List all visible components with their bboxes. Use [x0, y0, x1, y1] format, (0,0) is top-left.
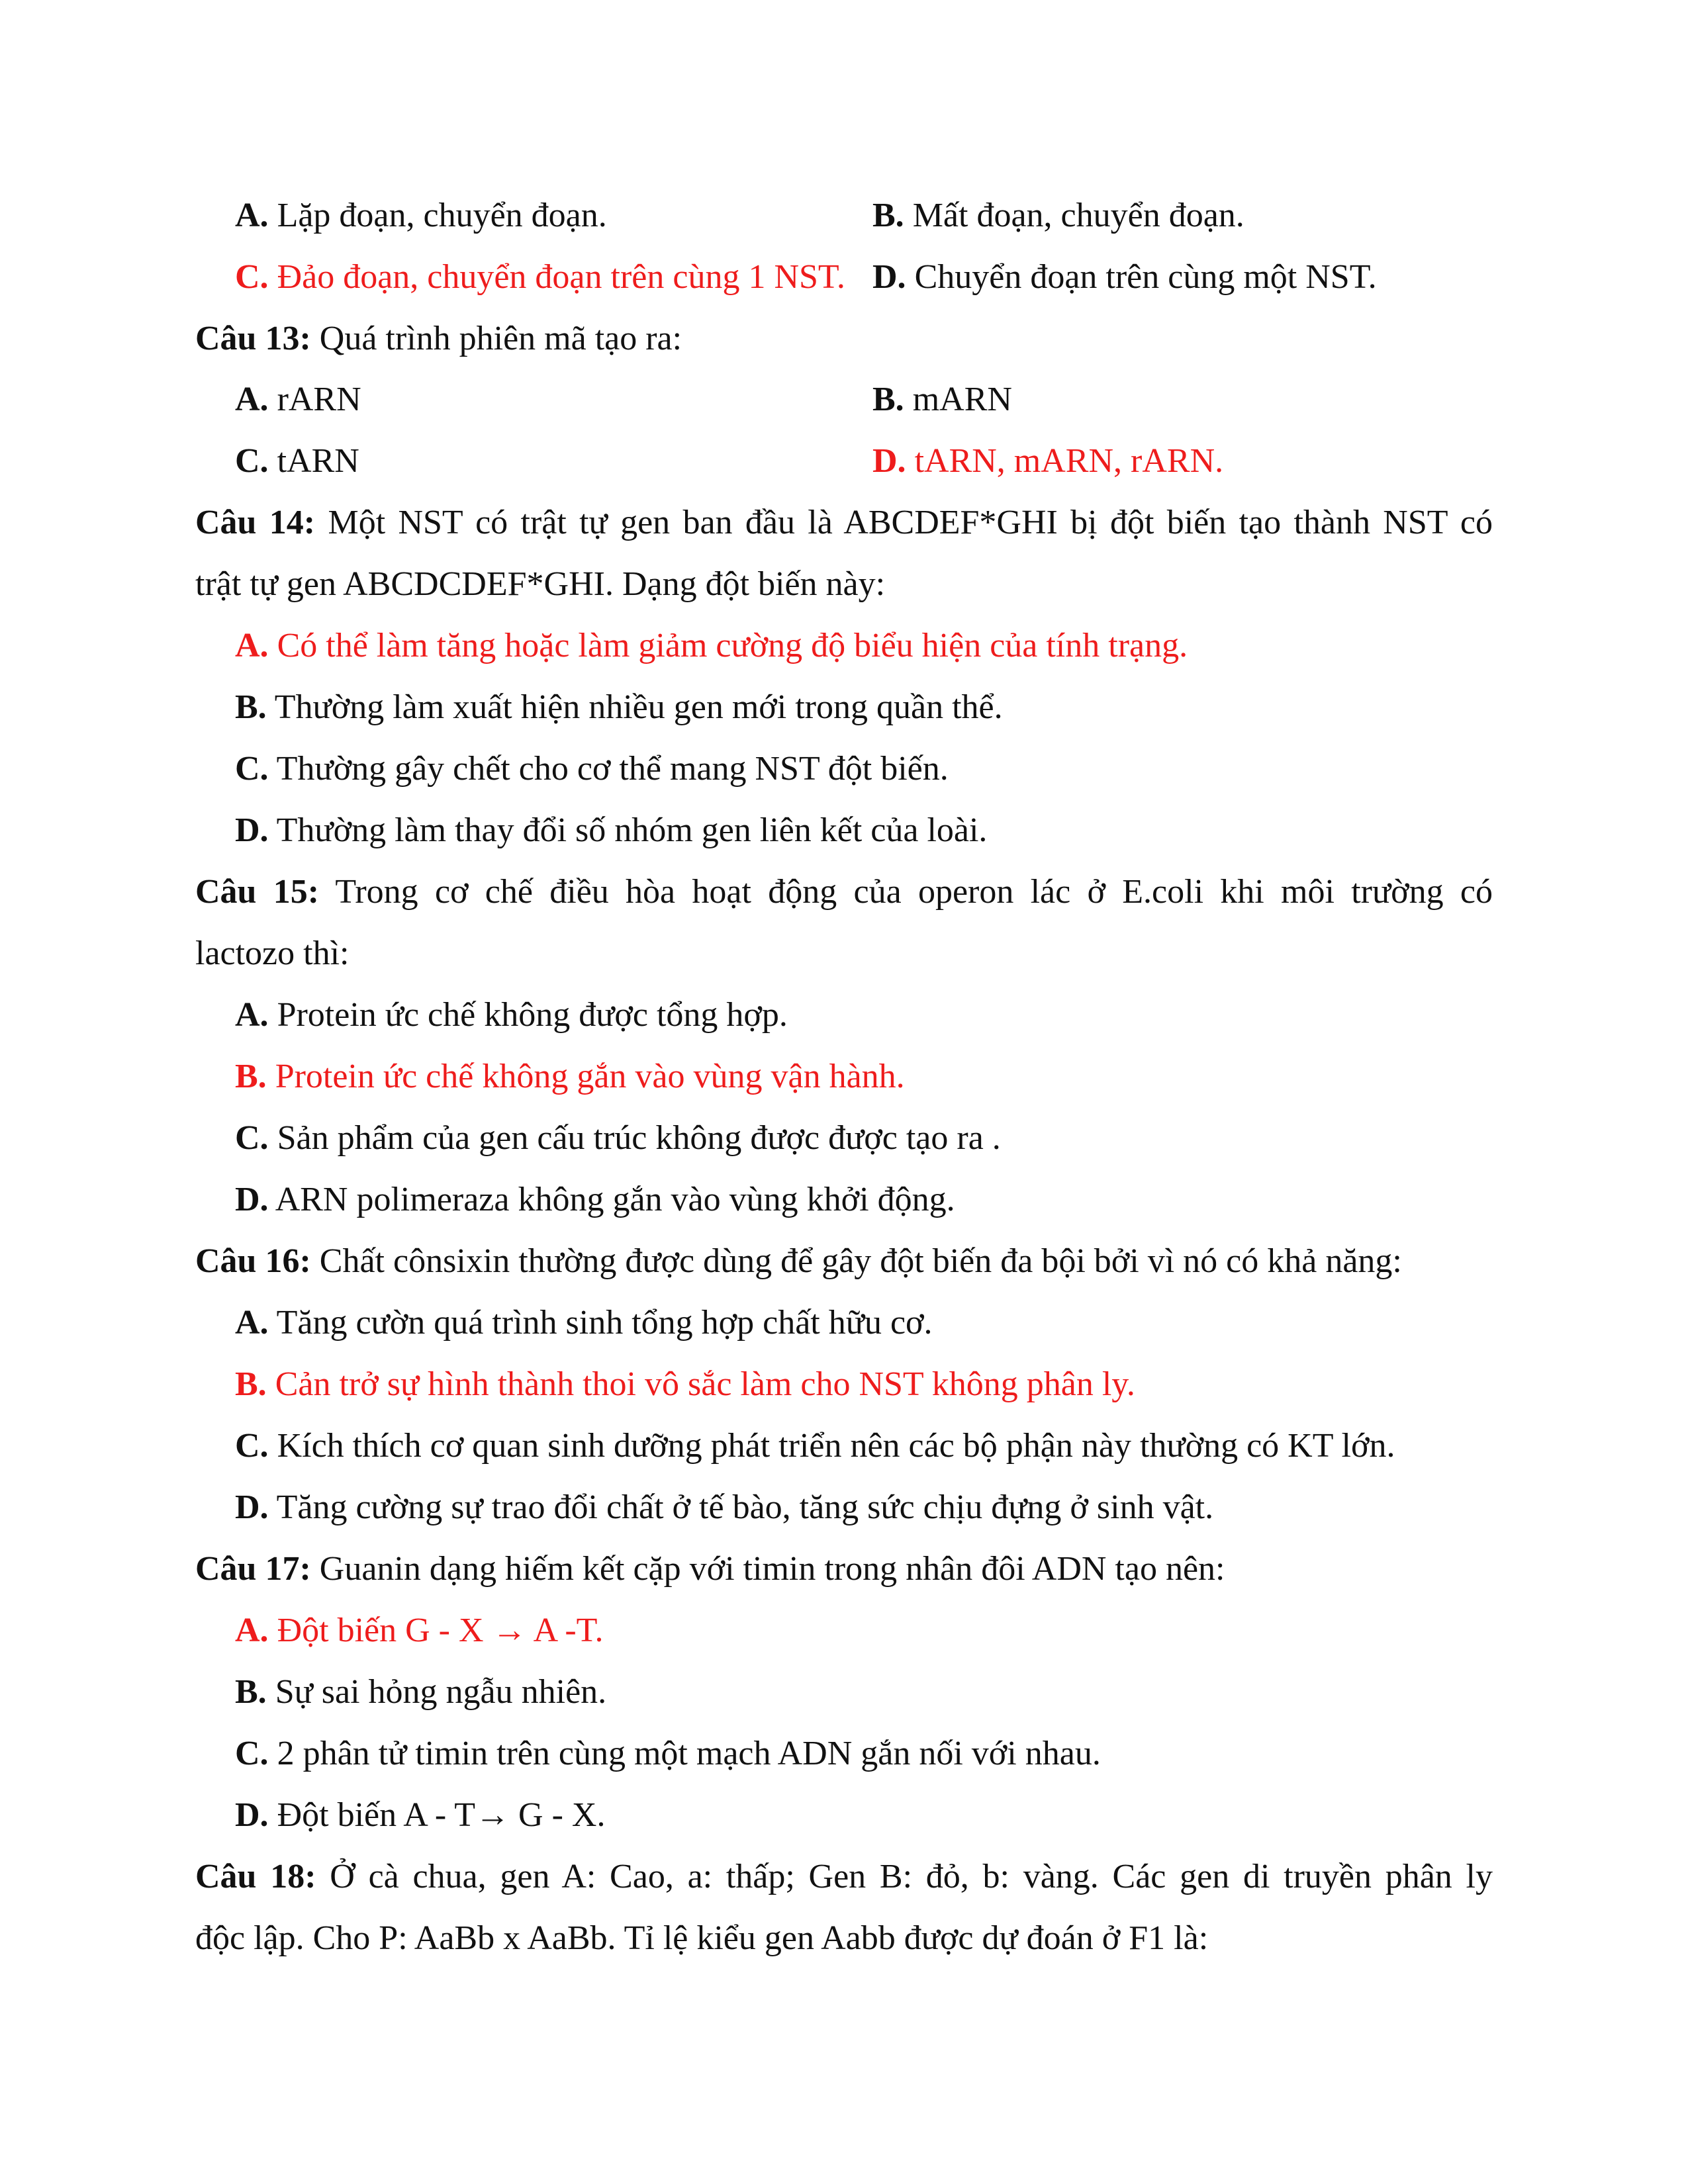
- option-text: mARN: [904, 381, 1012, 418]
- question-text: Trong cơ chế điều hòa hoạt động của operon lác ở E.coli khi môi trường có: [319, 873, 1493, 911]
- option-letter: D.: [872, 442, 906, 480]
- option-text: Có thể làm tăng hoặc làm giảm cường độ biểu hiện của tính trạng.: [268, 627, 1188, 664]
- q16-option-c: [235, 1426, 1395, 1466]
- q14-stem-line1: [195, 503, 1493, 543]
- question-label: Câu 17:: [195, 1550, 311, 1588]
- option-text: Đảo đoạn, chuyển đoạn trên cùng 1 NST.: [268, 258, 845, 296]
- option-letter: B.: [235, 1365, 267, 1403]
- q15-stem-line1: [195, 872, 1493, 912]
- option-text: ARN polimeraza không gắn vào vùng khởi động.: [268, 1181, 955, 1218]
- q13-option-b: [872, 380, 1012, 420]
- q14-option-a-correct: [235, 626, 1188, 666]
- option-letter: C.: [235, 442, 269, 480]
- option-text: 2 phân tử timin trên cùng một mạch ADN gắn nối với nhau.: [268, 1735, 1101, 1772]
- option-text: Tăng cườn quá trình sinh tổng hợp chất hữu cơ.: [268, 1304, 933, 1342]
- option-letter: C.: [235, 750, 269, 788]
- question-label: Câu 13:: [195, 320, 311, 357]
- option-text: Thường gây chết cho cơ thể mang NST đột biến.: [268, 750, 949, 788]
- q15-option-a: [235, 995, 788, 1035]
- q15-option-b-correct: [235, 1057, 905, 1097]
- option-text: tARN: [268, 442, 359, 480]
- q12-option-b: [872, 196, 1244, 236]
- question-text: Một NST có trật tự gen ban đầu là ABCDEF*GHI bị đột biến tạo thành NST có: [315, 504, 1493, 541]
- q17-stem: [195, 1549, 1225, 1589]
- q17-option-c: [235, 1734, 1101, 1774]
- q14-option-b: [235, 688, 1003, 727]
- q18-stem-line1: [195, 1857, 1493, 1897]
- option-letter: A.: [235, 197, 269, 234]
- option-text: Sự sai hỏng ngẫu nhiên.: [266, 1673, 607, 1711]
- question-text: Quá trình phiên mã tạo ra:: [310, 320, 682, 357]
- option-letter: A.: [235, 1304, 269, 1342]
- q14-stem-line2: trật tự gen ABCDCDEF*GHI. Dạng đột biến này:: [195, 565, 886, 603]
- q15-option-c: [235, 1118, 1001, 1158]
- option-letter: A.: [235, 381, 269, 418]
- option-letter: D.: [235, 1181, 269, 1218]
- q12-option-a: [235, 196, 607, 236]
- option-letter: A.: [235, 627, 269, 664]
- q16-option-d: [235, 1488, 1213, 1527]
- option-letter: C.: [235, 1735, 269, 1772]
- question-label: Câu 15:: [195, 873, 320, 911]
- option-letter: D.: [235, 1796, 269, 1834]
- q13-option-d-correct: [872, 441, 1223, 481]
- option-text: Tăng cường sự trao đổi chất ở tế bào, tăng sức chịu đựng ở sinh vật.: [268, 1488, 1214, 1526]
- question-label: Câu 14:: [195, 504, 316, 541]
- q16-stem: [195, 1242, 1402, 1281]
- option-text: Sản phẩm của gen cấu trúc không được được tạo ra .: [268, 1119, 1001, 1157]
- option-text: Thường làm xuất hiện nhiều gen mới trong quần thể.: [266, 688, 1003, 726]
- q16-option-a: [235, 1303, 933, 1343]
- option-letter: D.: [872, 258, 906, 296]
- option-text: Lặp đoạn, chuyển đoạn.: [268, 197, 607, 234]
- question-label: Câu 16:: [195, 1242, 311, 1280]
- option-text: rARN: [268, 381, 361, 418]
- option-letter: B.: [235, 1673, 267, 1711]
- option-text: Protein ức chế không được tổng hợp.: [268, 996, 788, 1034]
- q13-option-a: [235, 380, 361, 420]
- q18-stem-line2: độc lập. Cho P: AaBb x AaBb. Tỉ lệ kiểu gen Aabb được dự đoán ở F1 là:: [195, 1919, 1209, 1957]
- option-text: Cản trở sự hình thành thoi vô sắc làm cho NST không phân ly.: [266, 1365, 1135, 1403]
- option-text: Mất đoạn, chuyển đoạn.: [904, 197, 1244, 234]
- q14-option-c: [235, 749, 949, 789]
- option-letter: C.: [235, 258, 269, 296]
- q13-stem: [195, 319, 682, 359]
- option-letter: B.: [235, 1058, 267, 1095]
- option-text: Protein ức chế không gắn vào vùng vận hành.: [266, 1058, 905, 1095]
- option-text: Đột biến G - X → A -T.: [268, 1612, 604, 1649]
- option-text: Đột biến A - T→ G - X.: [268, 1796, 606, 1834]
- option-text: tARN, mARN, rARN.: [906, 442, 1224, 480]
- q16-option-b-correct: [235, 1365, 1135, 1404]
- option-letter: A.: [235, 1612, 269, 1649]
- q14-option-d: [235, 811, 987, 850]
- question-text: Guanin dạng hiếm kết cặp với timin trong nhân đôi ADN tạo nên:: [310, 1550, 1225, 1588]
- option-text: Chuyển đoạn trên cùng một NST.: [906, 258, 1377, 296]
- q17-option-a-correct: [235, 1611, 604, 1651]
- q12-option-d: [872, 257, 1377, 297]
- q17-option-b: [235, 1672, 606, 1712]
- option-letter: D.: [235, 1488, 269, 1526]
- option-text: Kích thích cơ quan sinh dưỡng phát triển nên các bộ phận này thường có KT lớn.: [268, 1427, 1395, 1465]
- option-letter: D.: [235, 811, 269, 849]
- q15-option-d: [235, 1180, 955, 1220]
- option-letter: B.: [235, 688, 267, 726]
- option-letter: A.: [235, 996, 269, 1034]
- q15-stem-line2: lactozo thì:: [195, 934, 350, 972]
- question-text: Ở cà chua, gen A: Cao, a: thấp; Gen B: đỏ, b: vàng. Các gen di truyền phân ly: [316, 1858, 1493, 1895]
- question-label: Câu 18:: [195, 1858, 316, 1895]
- question-text: Chất cônsixin thường được dùng để gây đột biến đa bội bởi vì nó có khả năng:: [310, 1242, 1402, 1280]
- option-letter: B.: [872, 197, 904, 234]
- option-letter: C.: [235, 1427, 269, 1465]
- q12-option-c-correct: [235, 257, 845, 297]
- option-letter: B.: [872, 381, 904, 418]
- q13-option-c: [235, 441, 359, 481]
- option-text: Thường làm thay đổi số nhóm gen liên kết của loài.: [268, 811, 988, 849]
- option-letter: C.: [235, 1119, 269, 1157]
- q17-option-d: [235, 1796, 605, 1835]
